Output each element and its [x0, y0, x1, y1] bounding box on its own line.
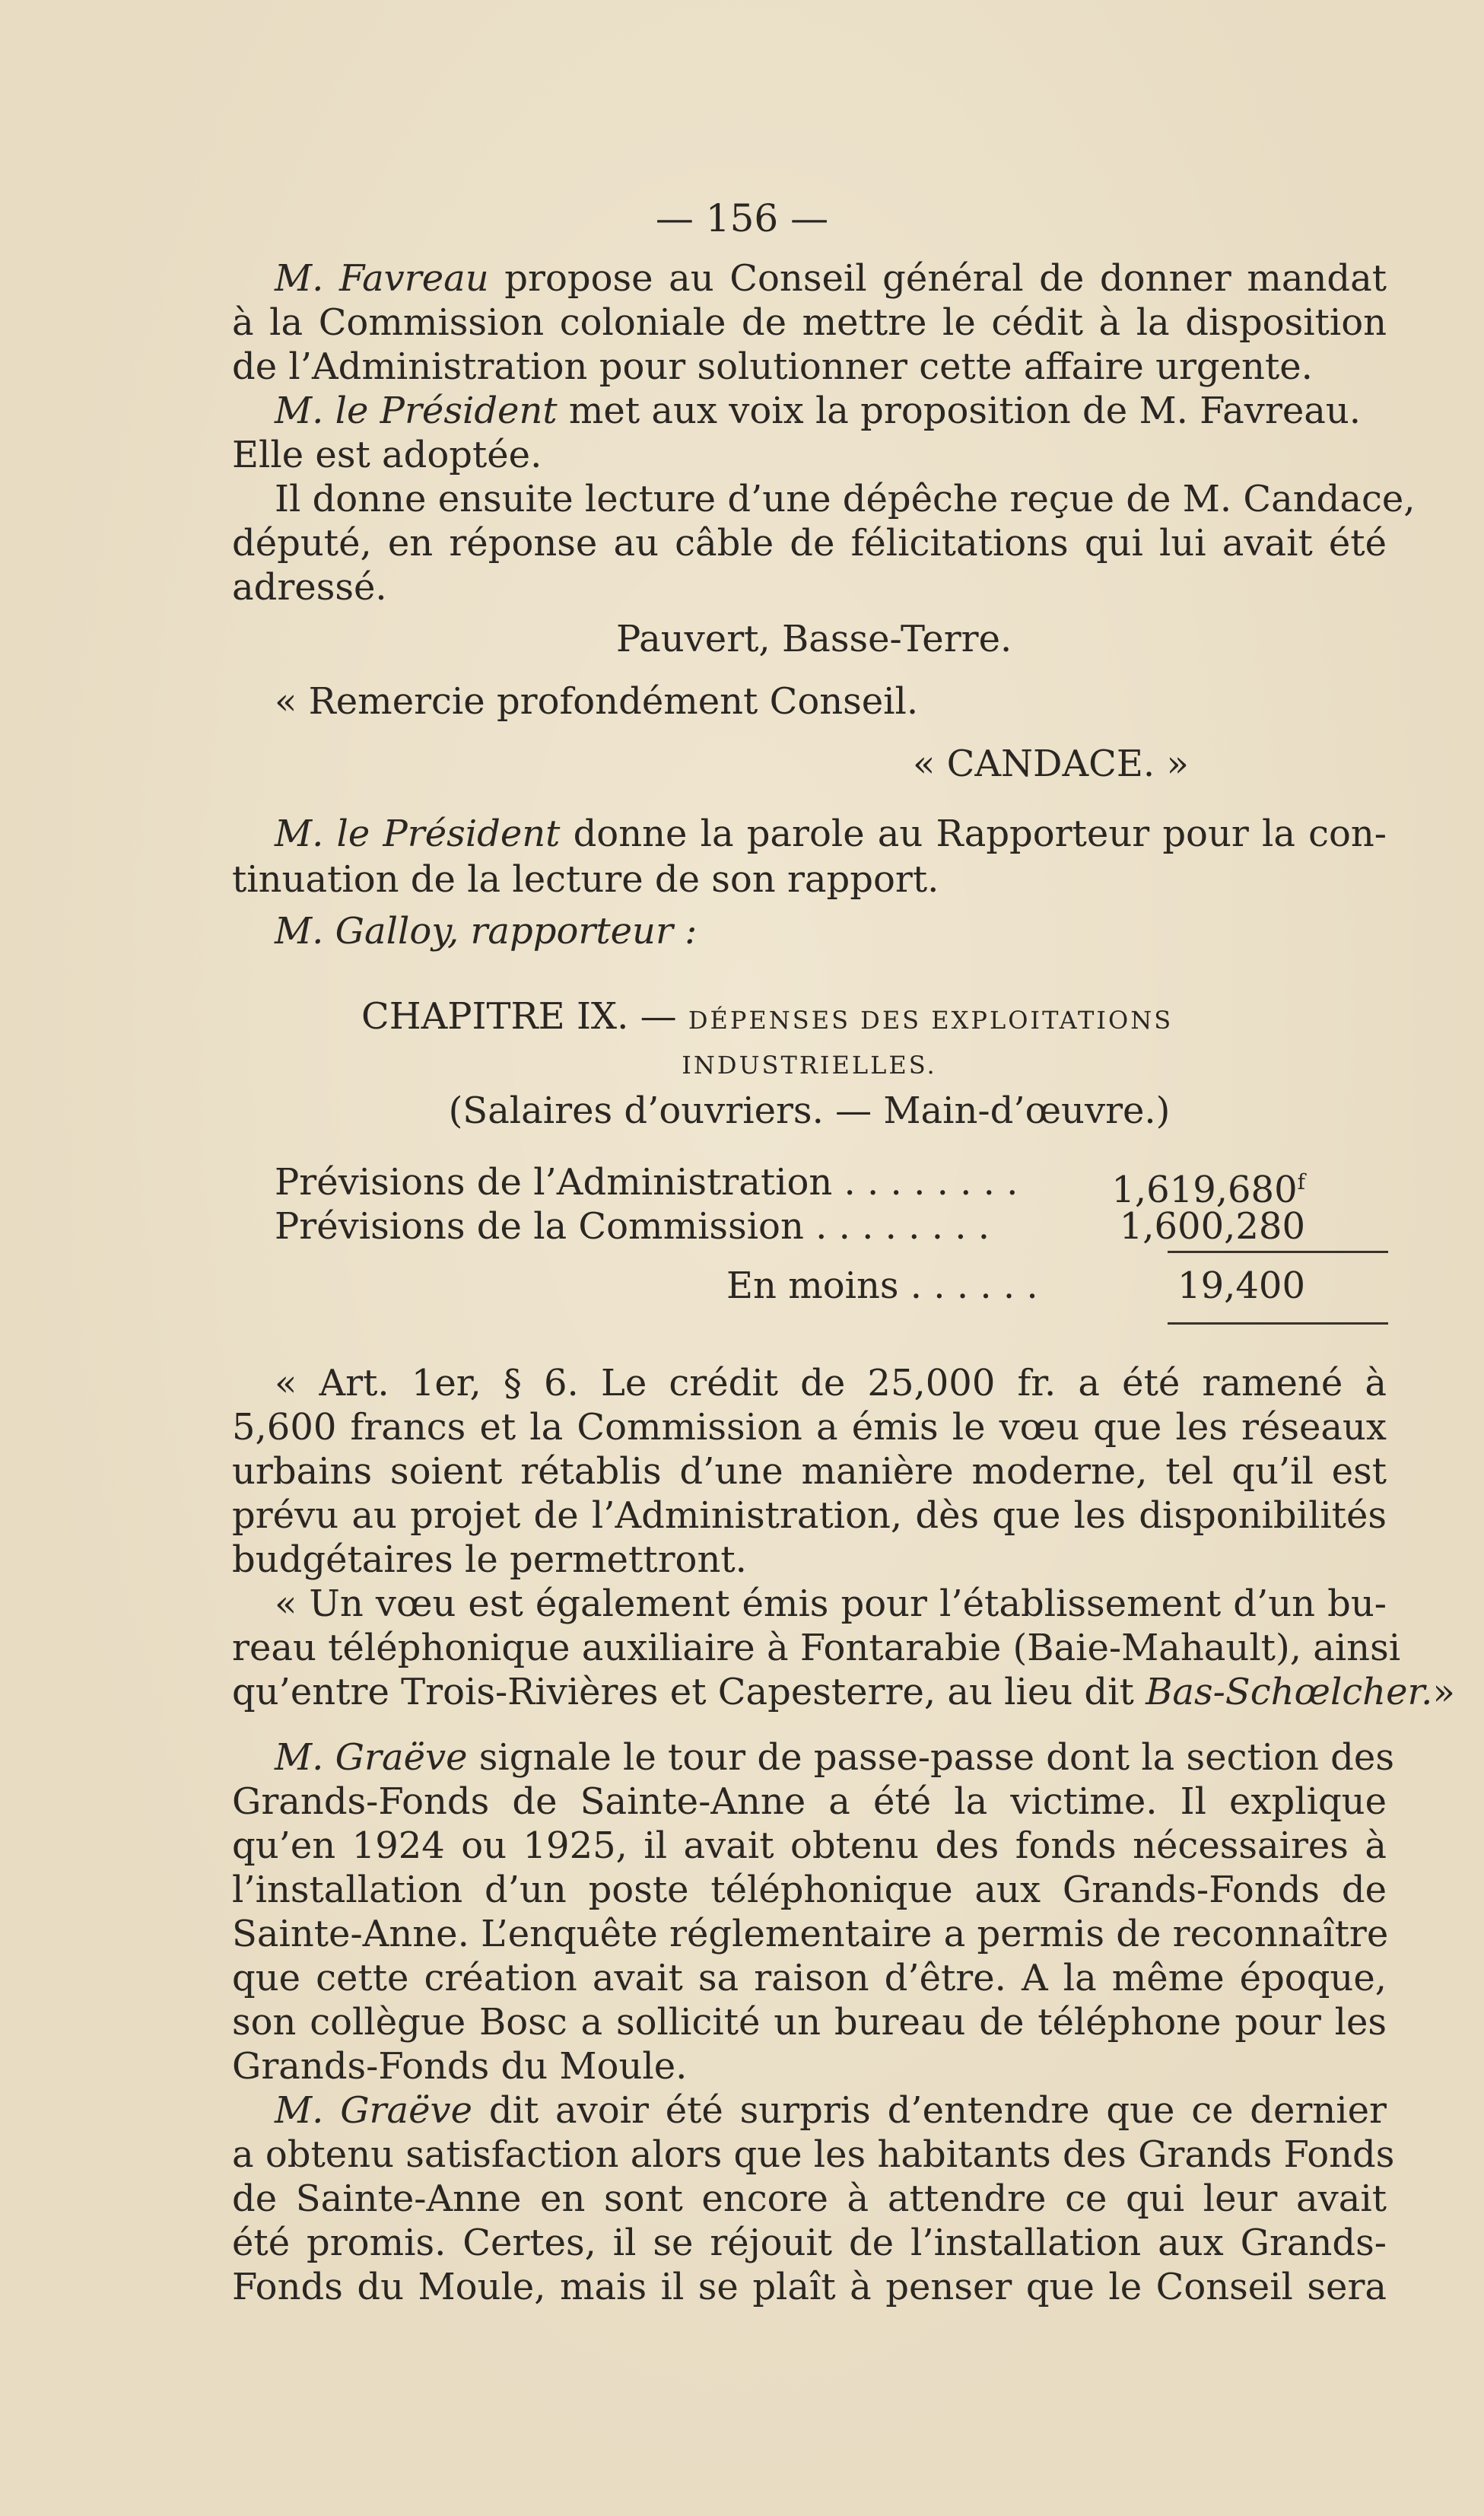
- paragraph-line: de Sainte-Anne en sont encore à attendre ce qui leur avait: [232, 2177, 1387, 2220]
- paragraph-line: M. Favreau propose au Conseil général de donner mandat: [275, 257, 1387, 300]
- paragraph-line: adressé.: [232, 566, 387, 609]
- paragraph-line: reau téléphonique auxiliaire à Fontarabie (Baie-Mahault), ainsi: [232, 1627, 1401, 1669]
- paragraph-line: prévu au projet de l’Administration, dès que les disponibilités: [232, 1494, 1387, 1537]
- paragraph-line: député, en réponse au câble de félicitations qui lui avait été: [232, 522, 1387, 565]
- chapter-subheading: (Salaires d’ouvriers. — Main-d’œuvre.): [448, 1089, 1171, 1132]
- rapporteur-line: M. Galloy, rapporteur :: [275, 910, 698, 953]
- paragraph-line: Fonds du Moule, mais il se plaît à penser que le Conseil sera: [232, 2266, 1387, 2308]
- telegram-origin: Pauvert, Basse-Terre.: [616, 618, 1012, 660]
- paragraph-line: Elle est adoptée.: [232, 434, 542, 476]
- paragraph-line: Grands-Fonds du Moule.: [232, 2045, 688, 2088]
- paragraph-line: son collègue Bosc a sollicité un bureau de téléphone pour les: [232, 2001, 1387, 2044]
- paragraph-line: M. Graëve signale le tour de passe-passe dont la section des: [275, 1736, 1394, 1779]
- paragraph-line: M. Graëve dit avoir été surpris d’entendre que ce dernier: [275, 2089, 1387, 2132]
- total-rule: [1168, 1322, 1388, 1325]
- paragraph-line: M. le Président met aux voix la proposition de M. Favreau.: [275, 390, 1362, 432]
- paragraph-line: Grands-Fonds de Sainte-Anne a été la victime. Il explique: [232, 1780, 1387, 1823]
- paragraph-line: que cette création avait sa raison d’être. A la même époque,: [232, 1957, 1387, 1999]
- budget-diff-row: En moins . . . . . . 19,400: [726, 1264, 1305, 1307]
- paragraph-line: « Art. 1er, § 6. Le crédit de 25,000 fr. a été ramené à: [275, 1362, 1387, 1404]
- paragraph-line: qu’entre Trois-Rivières et Capesterre, au lieu dit Bas-Schœlcher.»: [232, 1671, 1455, 1713]
- paragraph-line: budgétaires le permettront.: [232, 1538, 747, 1581]
- paragraph-line: tinuation de la lecture de son rapport.: [232, 858, 939, 901]
- paragraph-line: Sainte-Anne. L’enquête réglementaire a permis de reconnaître: [232, 1913, 1389, 1955]
- paragraph-line: qu’en 1924 ou 1925, il avait obtenu des fonds nécessaires à: [232, 1824, 1387, 1867]
- paragraph-line: « Un vœu est également émis pour l’établissement d’un bu-: [275, 1582, 1387, 1625]
- paragraph-line: à la Commission coloniale de mettre le cédit à la disposition: [232, 301, 1387, 344]
- budget-admin-row: Prévisions de l’Administration . . . . . . . . 1,619,680$^f$: [275, 1161, 1305, 1211]
- page-number: — 156 —: [655, 196, 829, 240]
- paragraph-line: de l’Administration pour solutionner cette affaire urgente.: [232, 345, 1313, 388]
- paragraph-line: urbains soient rétablis d’une manière moderne, tel qu’il est: [232, 1450, 1387, 1493]
- paragraph-line: 5,600 francs et la Commission a émis le vœu que les réseaux: [232, 1406, 1387, 1449]
- telegram-body: « Remercie profondément Conseil.: [275, 680, 919, 723]
- chapter-heading: CHAPITRE IX. — DÉPENSES DES EXPLOITATIONS: [361, 995, 1174, 1038]
- body-text: [232, 0, 1455, 2516]
- paragraph-line: l’installation d’un poste téléphonique aux Grands-Fonds de: [232, 1869, 1387, 1911]
- budget-commission-row: Prévisions de la Commission . . . . . . . . 1,600,280: [275, 1205, 1305, 1248]
- sum-rule: [1168, 1251, 1388, 1253]
- paragraph-line: Il donne ensuite lecture d’une dépêche reçue de M. Candace,: [275, 478, 1416, 520]
- telegram-signature: « CANDACE. »: [913, 743, 1189, 785]
- paragraph-line: M. le Président donne la parole au Rapporteur pour la con-: [275, 813, 1387, 855]
- paragraph-line: a obtenu satisfaction alors que les habitants des Grands Fonds: [232, 2133, 1395, 2176]
- chapter-heading-cont: INDUSTRIELLES.: [682, 1051, 937, 1080]
- paragraph-line: été promis. Certes, il se réjouit de l’installation aux Grands-: [232, 2222, 1387, 2264]
